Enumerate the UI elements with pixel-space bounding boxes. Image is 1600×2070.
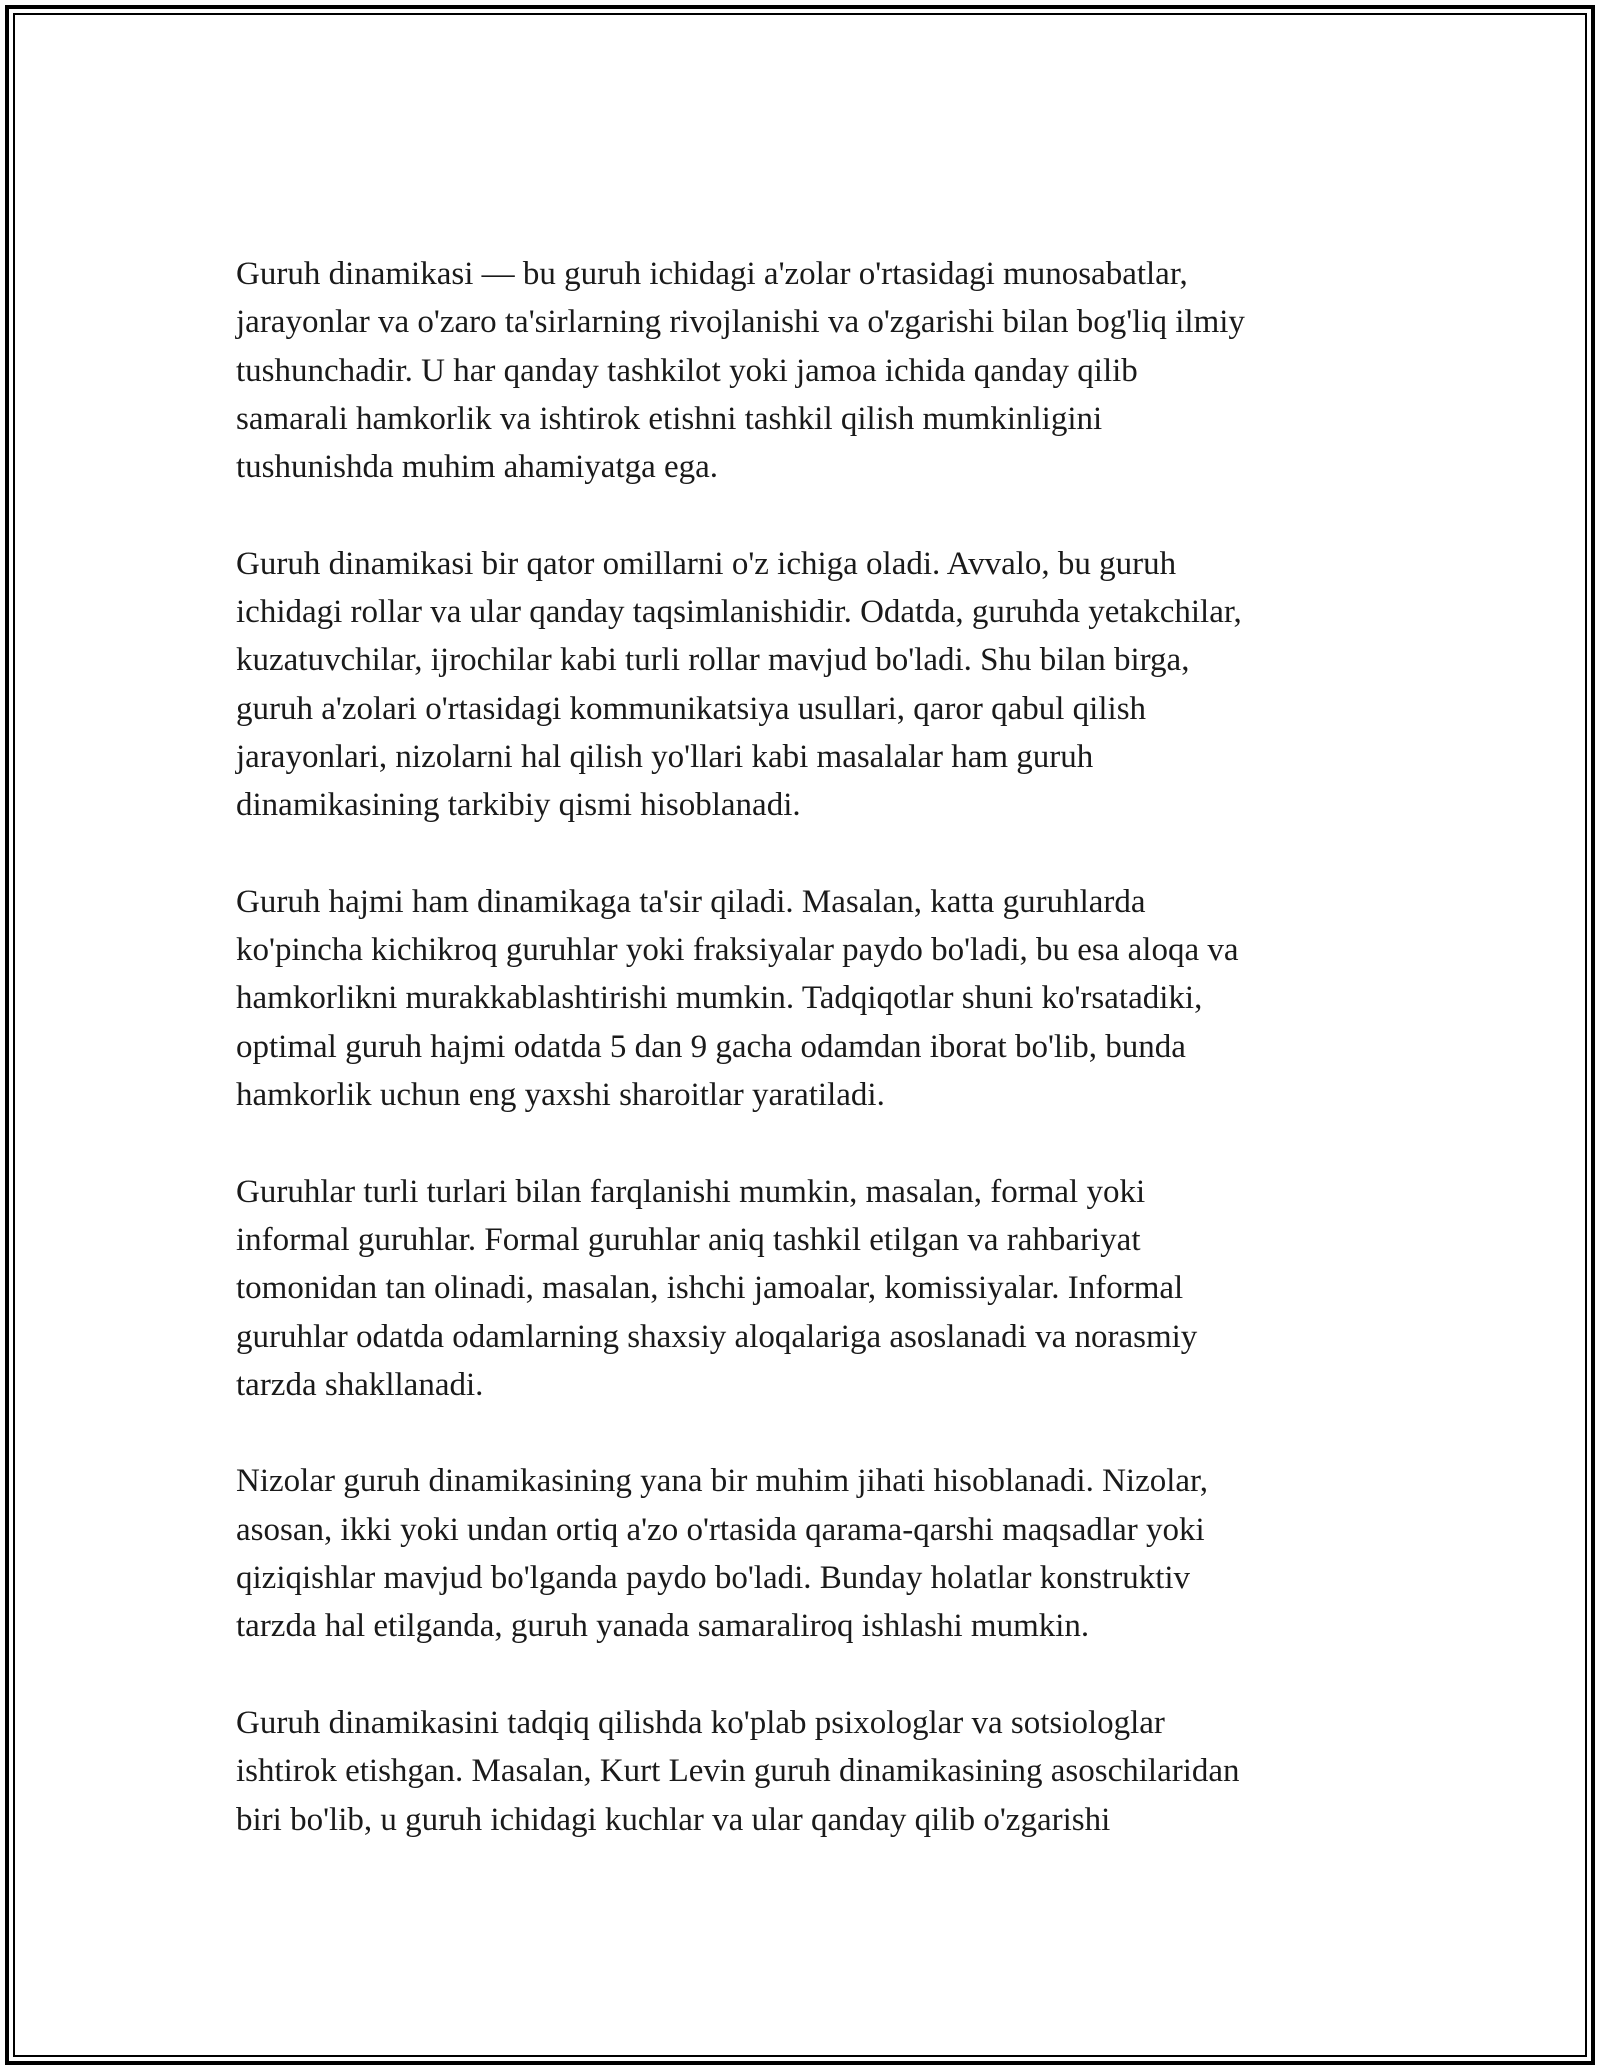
text-line: tarzda hal etilganda, guruh yanada samaraliroq ishlashi mumkin. <box>236 1608 1090 1645</box>
text-line: informal guruhlar. Formal guruhlar aniq tashkil etilgan va rahbariyat <box>236 1221 1141 1258</box>
text-line: guruhlar odatda odamlarning shaxsiy aloqalariga asoslanadi va norasmiy <box>236 1318 1198 1355</box>
text-line: optimal guruh hajmi odatda 5 dan 9 gacha odamdan iborat bo'lib, bunda <box>236 1028 1186 1065</box>
text-line: Guruh hajmi ham dinamikaga ta'sir qiladi. Masalan, katta guruhlarda <box>236 883 1146 920</box>
text-line: Guruh dinamikasi — bu guruh ichidagi a'zolar o'rtasidagi munosabatlar, <box>236 256 1188 292</box>
text-line: hamkorlikni murakkablashtirishi mumkin. Tadqiqotlar shuni ko'rsatadiki, <box>236 980 1203 1017</box>
document-body <box>236 250 1386 1892</box>
text-line: ishtirok etishgan. Masalan, Kurt Levin guruh dinamikasining asoschilaridan <box>236 1753 1240 1790</box>
text-line: tushunishda muhim ahamiyatga ega. <box>236 449 719 486</box>
text-line: qiziqishlar mavjud bo'lganda paydo bo'ladi. Bunday holatlar konstruktiv <box>236 1560 1191 1597</box>
text-line: jarayonlari, nizolarni hal qilish yo'llari kabi masalalar ham guruh <box>236 738 1094 775</box>
text-line: asosan, ikki yoki undan ortiq a'zo o'rtasida qarama-qarshi maqsadlar yoki <box>236 1511 1205 1548</box>
paragraph-6 <box>236 1699 1386 1844</box>
text-line: tarzda shakllanadi. <box>236 1366 484 1403</box>
paragraph-5 <box>236 1457 1386 1650</box>
paragraph-3 <box>236 878 1386 1119</box>
text-line: ichidagi rollar va ular qanday taqsimlanishidir. Odatda, guruhda yetakchilar, <box>236 594 1242 631</box>
text-line: guruh a'zolari o'rtasidagi kommunikatsiya usullari, qaror qabul qilish <box>236 690 1147 727</box>
paragraph-4 <box>236 1168 1386 1409</box>
text-line: dinamikasining tarkibiy qismi hisoblanadi. <box>236 787 801 824</box>
text-line: kuzatuvchilar, ijrochilar kabi turli rollar mavjud bo'ladi. Shu bilan birga, <box>236 642 1190 679</box>
text-line: samarali hamkorlik va ishtirok etishni tashkil qilish mumkinligini <box>236 400 1103 437</box>
text-line: Nizolar guruh dinamikasining yana bir muhim jihati hisoblanadi. Nizolar, <box>236 1463 1208 1500</box>
paragraph-1 <box>236 250 1386 491</box>
text-line: tushunchadir. U har qanday tashkilot yoki jamoa ichida qanday qilib <box>236 352 1138 389</box>
text-line: tomonidan tan olinadi, masalan, ishchi jamoalar, komissiyalar. Informal <box>236 1270 1184 1307</box>
paragraph-2 <box>236 540 1386 830</box>
text-line: ko'pincha kichikroq guruhlar yoki fraksiyalar paydo bo'ladi, bu esa aloqa va <box>236 932 1239 969</box>
text-line: biri bo'lib, u guruh ichidagi kuchlar va ular qanday qilib o'zgarishi <box>236 1801 1111 1838</box>
text-line: Guruh dinamikasini tadqiq qilishda ko'plab psixologlar va sotsiologlar <box>236 1704 1165 1741</box>
text-line: hamkorlik uchun eng yaxshi sharoitlar yaratiladi. <box>236 1077 885 1114</box>
text-line: Guruhlar turli turlari bilan farqlanishi mumkin, masalan, formal yoki <box>236 1173 1146 1210</box>
text-line: jarayonlar va o'zaro ta'sirlarning rivojlanishi va o'zgarishi bilan bog'liq ilmiy <box>236 304 1245 341</box>
text-line: Guruh dinamikasi bir qator omillarni o'z ichiga oladi. Avvalo, bu guruh <box>236 545 1177 582</box>
